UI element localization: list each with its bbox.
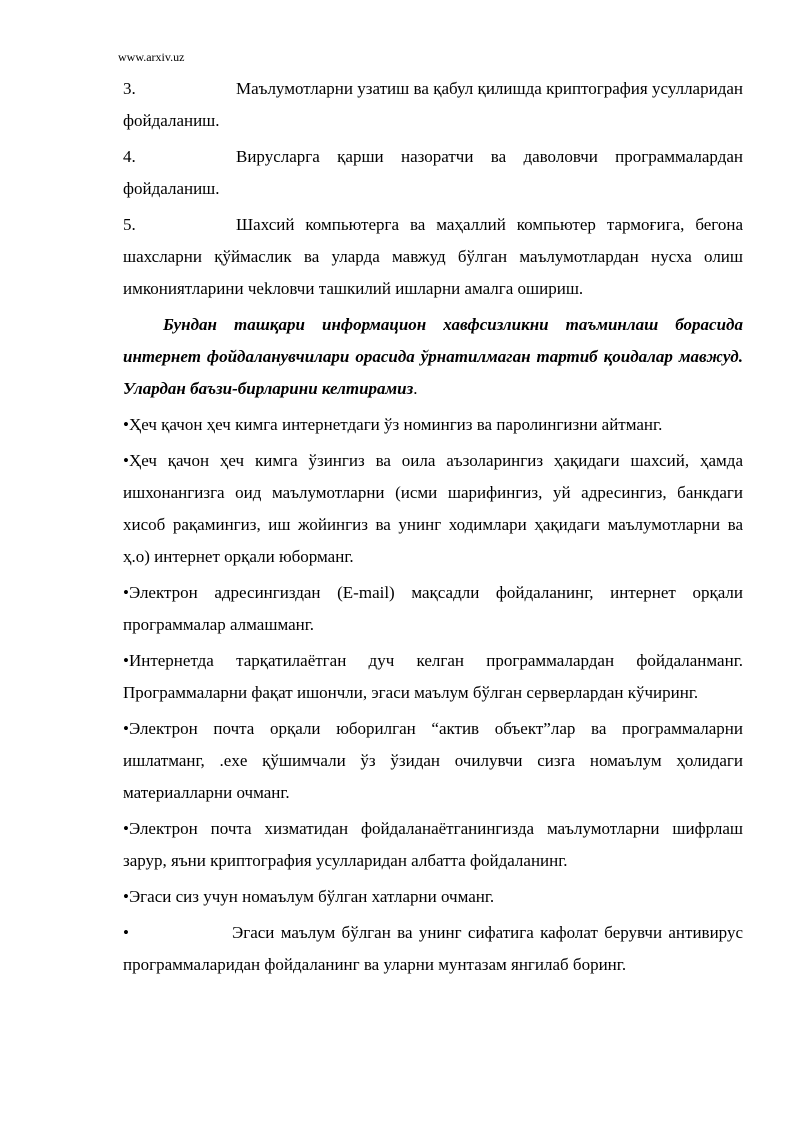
intro-text: Бундан ташқари информацион хавфсизликни таъминлаш борасида интернет фойдаланувчилари орасида ўрнатилмаган тартиб қоидалар мавжуд. Улардан баъзи-бирларини келтирамиз: [123, 315, 743, 398]
item-text: Вирусларга қарши назоратчи ва даволовчи программалардан фойдаланиш.: [123, 147, 743, 198]
item-text: Шахсий компьютерга ва маҳаллий компьютер тармоғига, бегона шахсларни қўймаслик ва уларда мавжуд бўлган маълумотлардан нусха олиш имкониятларини чеkловчи ташкилий ишларни амалга ошириш.: [123, 215, 743, 298]
bullet-text: Эгаси маълум бўлган ва унинг сифатига кафолат берувчи антивирус программаларидан фойдаланинг ва уларни мунтазам янгилаб боринг.: [123, 923, 743, 974]
bullet-icon: •: [123, 887, 129, 906]
bullet-text: Ҳеч қачон ҳеч кимга ўзингиз ва оила аъзоларингиз ҳақидаги шахсий, ҳамда ишхонангизга оид маълумотларни (исми шарифингиз, уй адресингиз, банкдаги хисоб рақамингиз, иш жойингиз ва унинг ходимлари ҳақидаги маълумотларни ва ҳ.о) интернет орқали юборманг.: [123, 451, 743, 566]
item-number: 5.: [123, 215, 136, 234]
bullet-item: [123, 813, 743, 877]
bullet-icon: •: [123, 583, 129, 602]
item-number: 4.: [123, 147, 136, 166]
header-url: www.arxiv.uz: [118, 50, 185, 64]
bullet-item: [123, 713, 743, 809]
bullet-icon: •: [123, 923, 129, 942]
bullet-text: Электрон адресингиздан (E-mail) мақсадли фойдаланинг, интернет орқали программалар алмашманг.: [123, 583, 743, 634]
intro-paragraph: [123, 309, 743, 405]
bullet-item: [123, 409, 743, 441]
bullet-item-last: [123, 917, 743, 981]
bullet-item: [123, 645, 743, 709]
bullet-icon: •: [123, 819, 129, 838]
document-body: [123, 73, 743, 985]
item-number: 3.: [123, 79, 136, 98]
numbered-item-5: [123, 209, 743, 305]
bullet-item: [123, 577, 743, 641]
numbered-item-3: [123, 73, 743, 137]
item-text: Маълумотларни узатиш ва қабул қилишда криптография усулларидан фойдаланиш.: [123, 79, 743, 130]
numbered-item-4: [123, 141, 743, 205]
bullet-icon: •: [123, 451, 129, 470]
bullet-text: Ҳеч қачон ҳеч кимга интернетдаги ўз номингиз ва паролингизни айтманг.: [128, 415, 663, 434]
bullet-text: Интернетда тарқатилаётган дуч келган программалардан фойдаланманг. Программаларни фақат ишончли, эгаси маълум бўлган серверлардан кўчиринг.: [123, 651, 743, 702]
bullet-icon: •: [123, 651, 129, 670]
bullet-text: Электрон почта хизматидан фойдаланаётганингизда маълумотларни шифрлаш зарур, яъни криптография усулларидан албатта фойдаланинг.: [123, 819, 743, 870]
intro-period: .: [413, 379, 418, 398]
bullet-item: [123, 445, 743, 573]
bullet-icon: •: [123, 415, 129, 434]
bullet-icon: •: [123, 719, 129, 738]
bullet-text: Эгаси сиз учун номаълум бўлган хатларни очманг.: [128, 887, 495, 906]
bullet-item: [123, 881, 743, 913]
bullet-text: Электрон почта орқали юборилган “актив объект”лар ва программаларни ишлатманг, .exe қўшимчали ўз ўзидан очилувчи сизга номаълум ҳолидаги материалларни очманг.: [123, 719, 743, 802]
